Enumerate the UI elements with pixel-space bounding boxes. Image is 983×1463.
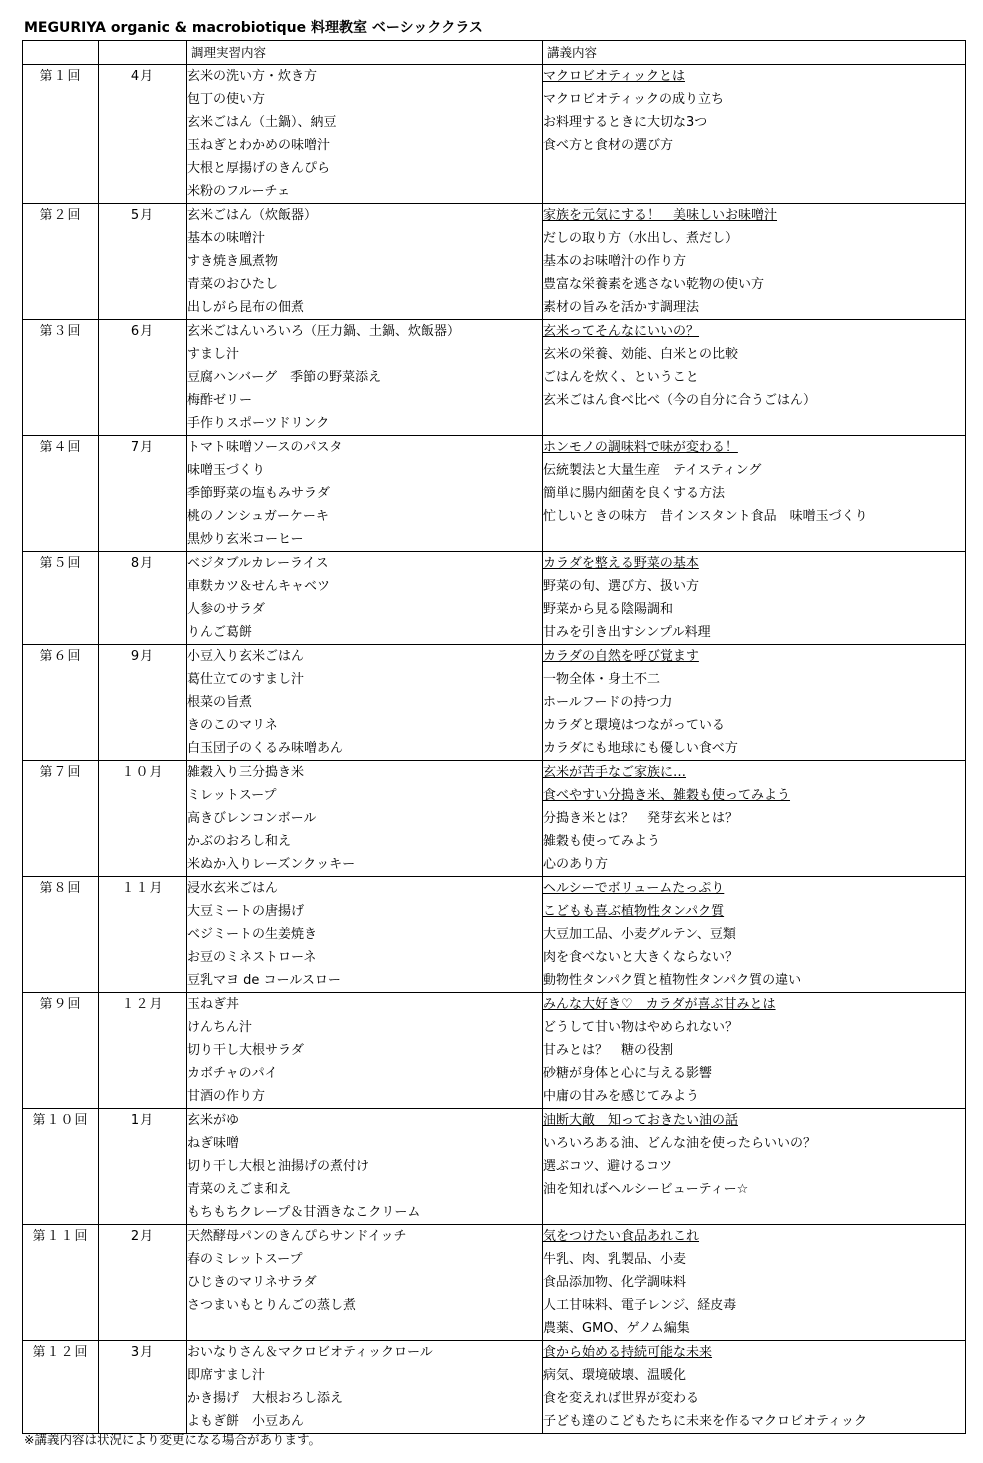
lecture-item: 一物全体・身土不二 [543, 672, 661, 687]
practice-item: 大根と厚揚げのきんぴら [187, 161, 331, 176]
lecture-item: お料理するときに大切な3つ [543, 115, 708, 130]
session-number: 第３回 [23, 320, 99, 436]
lecture-topic-heading: 油断大敵 知っておきたい油の話 [543, 1113, 739, 1128]
session-month: 5月 [99, 204, 187, 320]
session-number: 第７回 [23, 761, 99, 877]
practice-item: 季節野菜の塩もみサラダ [187, 486, 330, 501]
lecture-cell [543, 1341, 966, 1434]
lecture-item: 選ぶコツ、避けるコツ [543, 1159, 673, 1174]
session-number: 第４回 [23, 436, 99, 552]
practice-cell [187, 761, 543, 877]
practice-cell [187, 65, 543, 204]
lecture-cell [543, 1225, 966, 1341]
practice-cell [187, 877, 543, 993]
lecture-cell [543, 645, 966, 761]
practice-item: 玉ねぎ丼 [187, 997, 240, 1012]
session-row [23, 645, 966, 761]
lecture-item: 分搗き米とは？ 発芽玄米とは？ [543, 811, 739, 826]
lecture-item: 人工甘味料、電子レンジ、経皮毒 [543, 1298, 737, 1313]
lecture-item: マクロビオティックの成り立ち [543, 92, 724, 107]
practice-item: 大豆ミートの唐揚げ [187, 904, 305, 919]
session-month: 7月 [99, 436, 187, 552]
lecture-item: 素材の旨みを活かす調理法 [543, 300, 700, 315]
session-month: 4月 [99, 65, 187, 204]
practice-item: けんちん汁 [187, 1020, 253, 1035]
lecture-item: 油を知ればヘルシービューティー☆ [543, 1182, 749, 1197]
lecture-topic-heading: カラダの自然を呼び覚ます [543, 649, 699, 664]
lecture-item: 野菜から見る陰陽調和 [543, 602, 674, 617]
page-title: MEGURIYA organic & macrobiotique 料理教室 ベーシッククラス [24, 20, 483, 36]
session-number: 第１２回 [23, 1341, 99, 1434]
practice-item: すまし汁 [187, 347, 240, 362]
practice-item: おいなりさん＆マクロビオティックロール [187, 1345, 433, 1360]
lecture-item: 大豆加工品、小麦グルテン、豆類 [543, 927, 736, 942]
practice-item: 玉ねぎとわかめの味噌汁 [187, 138, 331, 153]
practice-item: トマト味噌ソースのパスタ [187, 440, 343, 455]
session-number: 第１１回 [23, 1225, 99, 1341]
lecture-item: 野菜の旬、選び方、扱い方 [543, 579, 700, 594]
practice-item: ベジタブルカレーライス [187, 556, 329, 571]
lecture-cell [543, 552, 966, 645]
session-month: １０月 [99, 761, 187, 877]
header-practice: 調理実習内容 [187, 41, 543, 65]
practice-item: 小豆入り玄米ごはん [187, 649, 305, 664]
practice-item: 桃のノンシュガーケーキ [187, 509, 329, 524]
lecture-item: カラダにも地球にも優しい食べ方 [543, 741, 738, 756]
lecture-item: 簡単に腸内細菌を良くする方法 [543, 486, 726, 501]
practice-item: 味噌玉づくり [187, 463, 266, 478]
lecture-topic-heading: 食べやすい分搗き米、雑穀も使ってみよう [543, 788, 791, 803]
session-row [23, 993, 966, 1109]
practice-item: よもぎ餅 小豆あん [187, 1414, 305, 1429]
practice-item: 玄米ごはん（炊飯器） [187, 208, 318, 223]
lecture-item: 豊富な栄養素を逃さない乾物の使い方 [543, 277, 765, 292]
lecture-item: だしの取り方（水出し、煮だし） [543, 231, 739, 246]
practice-item: かぶのおろし和え [187, 834, 292, 849]
lecture-topic-heading: 気をつけたい食品あれこれ [543, 1229, 700, 1244]
lecture-item: 甘みを引き出すシンプル料理 [543, 625, 711, 640]
lecture-item: 病気、環境破壊、温暖化 [543, 1368, 687, 1383]
footnote: ※講義内容は状況により変更になる場合があります。 [24, 1432, 321, 1447]
practice-item: 甘酒の作り方 [187, 1089, 266, 1104]
lecture-cell [543, 204, 966, 320]
session-number: 第５回 [23, 552, 99, 645]
session-number: 第２回 [23, 204, 99, 320]
practice-item: 米ぬか入りレーズンクッキー [187, 857, 356, 872]
lecture-topic-heading: ホンモノの調味料で味が変わる！ [543, 440, 738, 455]
practice-item: りんご葛餅 [187, 625, 253, 640]
lecture-cell [543, 320, 966, 436]
lecture-item: 中庸の甘みを感じてみよう [543, 1089, 700, 1104]
practice-cell [187, 645, 543, 761]
practice-item: 天然酵母パンのきんぴらサンドイッチ [187, 1229, 407, 1244]
practice-item: 米粉のフルーチェ [187, 184, 291, 199]
session-month: 8月 [99, 552, 187, 645]
practice-item: ミレットスープ [187, 788, 277, 803]
practice-item: 包丁の使い方 [187, 92, 266, 107]
practice-item: 葛仕立てのすまし汁 [187, 672, 305, 687]
lecture-item: 伝統製法と大量生産 テイスティング [543, 463, 762, 478]
session-month: 2月 [99, 1225, 187, 1341]
session-row [23, 761, 966, 877]
lecture-item: 玄米ごはん食べ比べ（今の自分に合うごはん） [543, 393, 817, 408]
lecture-topic-heading: 玄米ってそんなにいいの？ [543, 324, 700, 339]
practice-item: 出しがら昆布の佃煮 [187, 300, 305, 315]
lecture-item: 玄米の栄養、効能、白米との比較 [543, 347, 739, 362]
lecture-item: 食品添加物、化学調味料 [543, 1275, 687, 1290]
lecture-item: 子ども達のこどもたちに未来を作るマクロビオティック [543, 1414, 867, 1429]
header-month-cell [99, 41, 187, 65]
practice-item: さつまいもとりんごの蒸し煮 [187, 1298, 357, 1313]
practice-item: お豆のミネストローネ [187, 950, 317, 965]
lecture-item: カラダと環境はつながっている [543, 718, 725, 733]
lecture-item: 基本のお味噌汁の作り方 [543, 254, 687, 269]
session-number: 第１回 [23, 65, 99, 204]
practice-item: かき揚げ 大根おろし添え [187, 1391, 344, 1406]
practice-item: ベジミートの生姜焼き [187, 927, 318, 942]
practice-cell [187, 1109, 543, 1225]
lecture-cell [543, 993, 966, 1109]
practice-item: 切り干し大根サラダ [187, 1043, 304, 1058]
session-number: 第９回 [23, 993, 99, 1109]
practice-item: 玄米ごはん（土鍋）、納豆 [187, 115, 337, 130]
practice-item: 即席すまし汁 [187, 1368, 266, 1383]
practice-item: すき焼き風煮物 [187, 254, 279, 269]
practice-cell [187, 993, 543, 1109]
lecture-item: 食べ方と食材の選び方 [543, 138, 674, 153]
lecture-topic-heading: こどもも喜ぶ植物性タンパク質 [543, 904, 725, 919]
lecture-item: 食を変えれば世界が変わる [543, 1391, 700, 1406]
lecture-item: 砂糖が身体と心に与える影響 [543, 1066, 713, 1081]
lecture-cell [543, 65, 966, 204]
lecture-item: ごはんを炊く、ということ [543, 370, 699, 385]
lecture-topic-heading: カラダを整える野菜の基本 [543, 556, 699, 571]
lecture-cell [543, 436, 966, 552]
session-month: １１月 [99, 877, 187, 993]
practice-item: 黒炒り玄米コーヒー [187, 532, 304, 547]
session-row [23, 320, 966, 436]
session-row [23, 552, 966, 645]
practice-item: 高きびレンコンボール [187, 811, 317, 826]
session-month: １２月 [99, 993, 187, 1109]
schedule-body [23, 41, 966, 1434]
practice-item: 青菜のえごま和え [187, 1182, 292, 1197]
practice-cell [187, 552, 543, 645]
practice-item: きのこのマリネ [187, 718, 278, 733]
practice-item: 車麩カツ＆せんキャベツ [187, 579, 331, 594]
practice-cell [187, 204, 543, 320]
practice-cell [187, 320, 543, 436]
header-session-cell [23, 41, 99, 65]
practice-item: 豆腐ハンバーグ 季節の野菜添え [187, 370, 382, 385]
practice-item: 切り干し大根と油揚げの煮付け [187, 1159, 370, 1174]
session-row [23, 1341, 966, 1434]
lecture-item: 心のあり方 [543, 857, 609, 872]
lecture-item: いろいろある油、どんな油を使ったらいいの？ [543, 1136, 817, 1151]
session-number: 第１０回 [23, 1109, 99, 1225]
session-number: 第８回 [23, 877, 99, 993]
practice-item: カボチャのパイ [187, 1066, 278, 1081]
header-row [23, 41, 966, 65]
header-lecture: 講義内容 [543, 41, 966, 65]
lecture-topic-heading: 食から始める持続可能な未来 [543, 1345, 713, 1360]
practice-cell [187, 436, 543, 552]
lecture-topic-heading: ヘルシーでボリュームたっぷり [543, 881, 725, 896]
practice-item: 梅酢ゼリー [187, 393, 253, 408]
session-row [23, 436, 966, 552]
practice-item: 玄米の洗い方・炊き方 [187, 69, 318, 84]
session-row [23, 1109, 966, 1225]
practice-item: 青菜のおひたし [187, 277, 279, 292]
lecture-item: 忙しいときの味方 昔インスタント食品 味噌玉づくり [543, 509, 868, 524]
session-row [23, 204, 966, 320]
lecture-item: 牛乳、肉、乳製品、小麦 [543, 1252, 687, 1267]
lecture-topic-heading: マクロビオティックとは [543, 69, 685, 84]
lecture-cell [543, 1109, 966, 1225]
lecture-topic-heading: 玄米が苦手なご家族に… [543, 765, 687, 780]
practice-item: 春のミレットスープ [187, 1252, 303, 1267]
practice-item: 根菜の旨煮 [187, 695, 253, 710]
practice-cell [187, 1341, 543, 1434]
lecture-item: 農薬、GMO、ゲノム編集 [543, 1321, 690, 1336]
lecture-item: どうして甘い物はやめられない？ [543, 1020, 739, 1035]
lecture-topic-heading: 家族を元気にする！ 美味しいお味噌汁 [543, 208, 778, 223]
session-month: 9月 [99, 645, 187, 761]
session-month: 1月 [99, 1109, 187, 1225]
class-schedule-table [22, 40, 966, 1434]
practice-item: 基本の味噌汁 [187, 231, 266, 246]
practice-item: 豆乳マヨ de コールスロー [187, 973, 341, 988]
lecture-item: ホールフードの持つ力 [543, 695, 673, 710]
lecture-cell [543, 761, 966, 877]
session-number: 第６回 [23, 645, 99, 761]
practice-item: ねぎ味噌 [187, 1136, 240, 1151]
practice-item: 人参のサラダ [187, 602, 265, 617]
lecture-topic-heading: みんな大好き♡ カラダが喜ぶ甘みとは [543, 997, 776, 1012]
practice-item: 玄米がゆ [187, 1113, 240, 1128]
lecture-cell [543, 877, 966, 993]
practice-item: 浸水玄米ごはん [187, 881, 279, 896]
practice-item: 白玉団子のくるみ味噌あん [187, 741, 344, 756]
lecture-item: 動物性タンパク質と植物性タンパク質の違い [543, 973, 802, 988]
session-month: 3月 [99, 1341, 187, 1434]
lecture-item: 雑穀も使ってみよう [543, 834, 661, 849]
practice-item: 玄米ごはんいろいろ（圧力鍋、土鍋、炊飯器） [187, 324, 461, 339]
session-month: 6月 [99, 320, 187, 436]
session-row [23, 877, 966, 993]
practice-item: もちもちクレープ＆甘酒きなこクリーム [187, 1205, 421, 1220]
session-row [23, 1225, 966, 1341]
session-row [23, 65, 966, 204]
lecture-item: 甘みとは？ 糖の役割 [543, 1043, 674, 1058]
lecture-item: 肉を食べないと大きくならない？ [543, 950, 739, 965]
practice-item: ひじきのマリネサラダ [187, 1275, 317, 1290]
practice-cell [187, 1225, 543, 1341]
practice-item: 手作りスポーツドリンク [187, 416, 330, 431]
practice-item: 雑穀入り三分搗き米 [187, 765, 305, 780]
